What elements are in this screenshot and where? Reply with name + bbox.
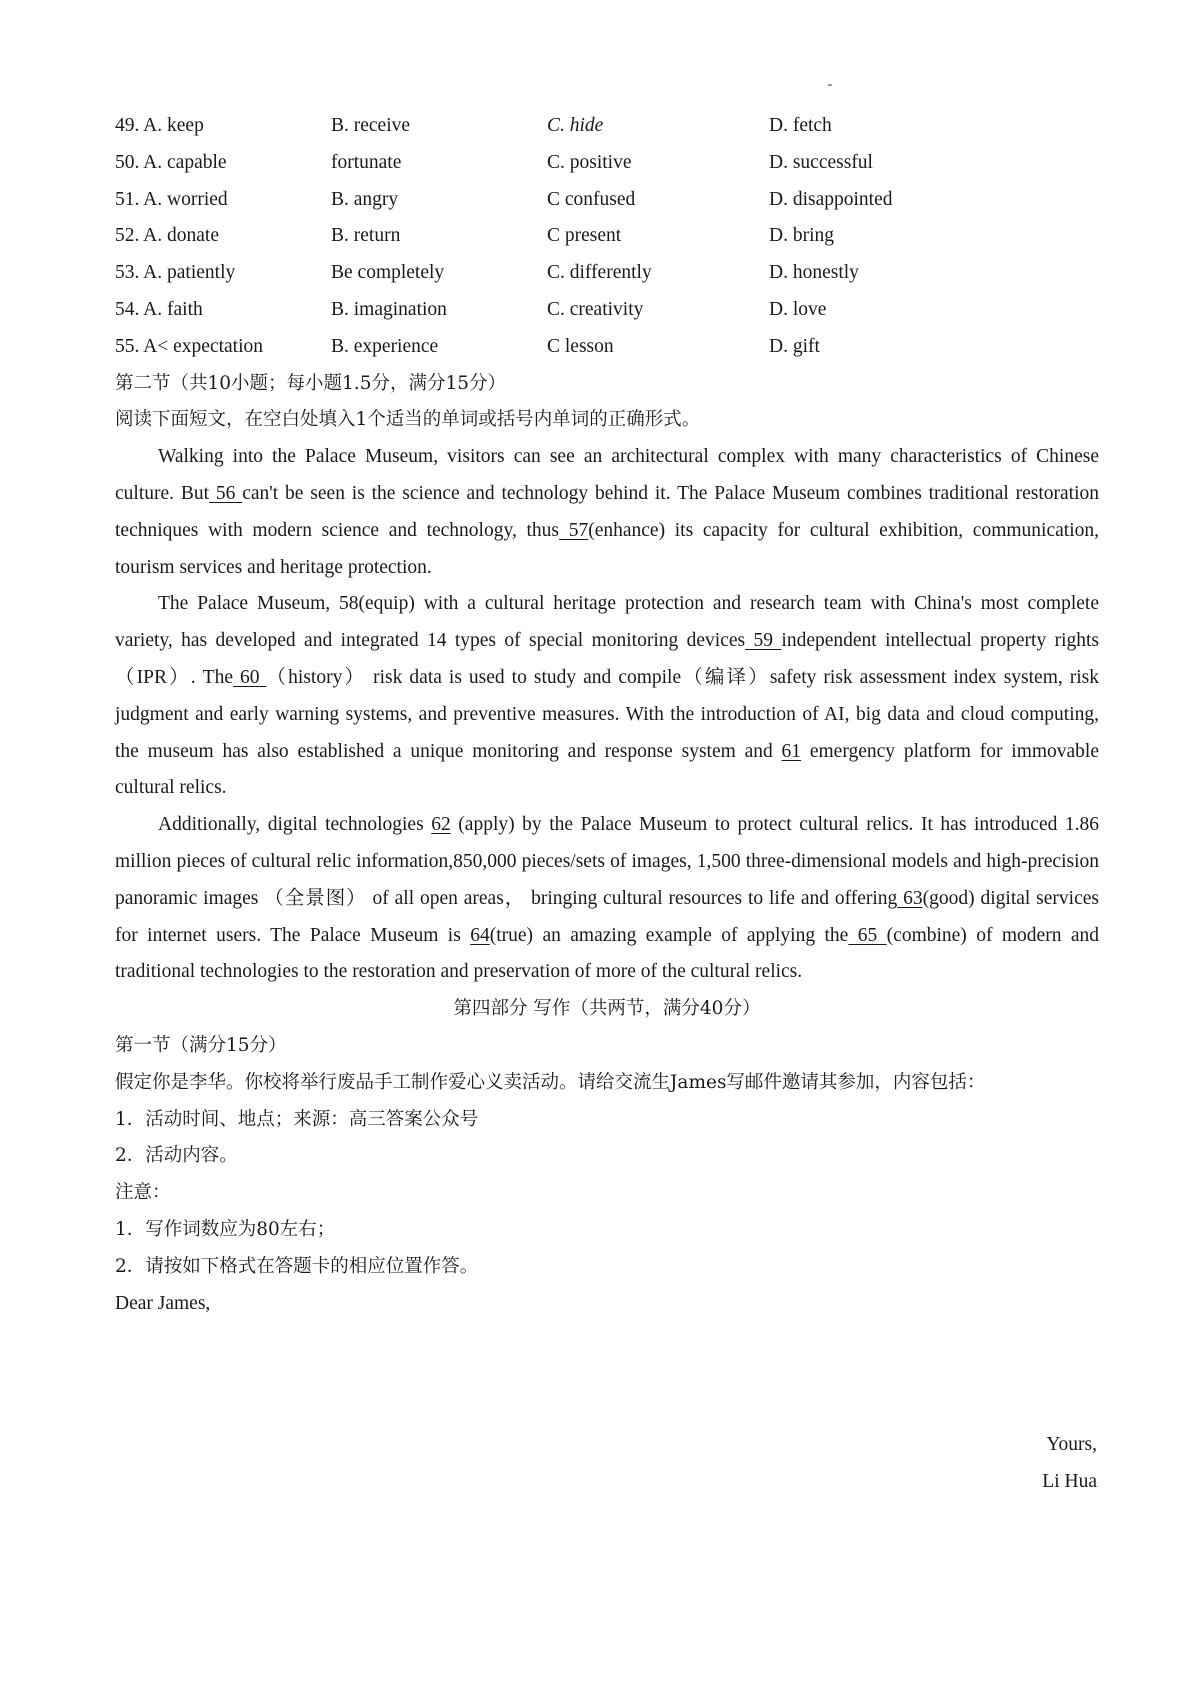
option-row-52 [115, 218, 1099, 255]
letter-body-space [115, 1322, 1099, 1427]
option-c: C. creativity [547, 298, 644, 320]
option-a: 55. A< expectation [115, 335, 264, 357]
writing-item-1: 1．活动时间、地点；来源：高三答案公众号 [115, 1108, 479, 1130]
option-c: C. differently [547, 262, 652, 284]
passage-text: (enhance) its capacity for cultural exhibition, communication, tourism services and heritage protection. [115, 519, 1099, 578]
passage-text: (apply) by the Palace Museum to protect cultural relics. It has introduced 1.86 million pieces of cultural relic information,850,000 pieces/sets of images, 1,500 three-dimensional models and high-precision panoramic images （全景图） of all open areas， bringing cultural resources to life and offering [115, 814, 1100, 909]
option-c: C lesson [547, 335, 614, 357]
option-b: Be completely [331, 262, 445, 284]
option-b: B. return [331, 225, 401, 247]
option-d: D. gift [769, 335, 820, 357]
exam-page [115, 108, 1099, 1501]
option-a: 52. A. donate [115, 225, 219, 247]
option-c: C present [547, 225, 622, 247]
passage-text: (true) an amazing example of applying the [489, 924, 849, 946]
option-row-49 [115, 108, 1099, 145]
passage-text: Walking into the Palace Museum, visitors can see an architectural complex with many characteristics of Chinese culture. But [115, 446, 1099, 504]
note-label: 注意： [115, 1182, 171, 1204]
option-row-55 [115, 329, 1099, 366]
option-row-54 [115, 292, 1099, 329]
passage-text: （history） risk data is used to study and compile（编译）safety risk assessment index system, risk judgment and early warning systems, and preventive measures. With the introduction of AI, big data and cloud computing, the museum has also established a unique monitoring and response system and [115, 666, 1100, 762]
note-item-2: 2．请按如下格式在答题卡的相应位置作答。 [115, 1255, 479, 1277]
blank-59: 59 [745, 630, 782, 652]
option-b: B. imagination [331, 298, 447, 320]
option-d: D. successful [769, 151, 873, 173]
option-d: D. disappointed [769, 188, 893, 210]
letter-closing: Yours, [1046, 1434, 1097, 1456]
writing-item-2: 2．活动内容。 [115, 1145, 238, 1167]
passage-text: (good) digital services for internet users. The Palace Museum is [115, 887, 1099, 946]
option-a: 51. A. worried [115, 188, 228, 210]
writing-section1-heading: 第一节（满分15分） [115, 1034, 287, 1056]
option-a: 54. A. faith [115, 298, 203, 320]
option-row-50 [115, 145, 1099, 182]
blank-57: 57 [559, 519, 589, 541]
letter-signature: Li Hua [1042, 1471, 1097, 1493]
passage-paragraph-3 [115, 807, 1099, 991]
option-c: C. positive [547, 151, 632, 173]
option-b: B. receive [331, 115, 411, 136]
passage-text: independent intellectual property rights （IPR）. The [115, 630, 1100, 688]
option-b: fortunate [331, 151, 402, 173]
option-b: B. angry [331, 188, 399, 210]
blank-56: 56 [209, 482, 243, 504]
letter-greeting: Dear James, [115, 1292, 211, 1314]
option-a: 53. A. patiently [115, 262, 236, 284]
option-c: C confused [547, 188, 636, 210]
part4-heading: 第四部分 写作（共两节，满分40分） [453, 998, 761, 1020]
option-d: D. bring [769, 225, 834, 247]
passage-text: The Palace Museum, 58(equip) with a cultural heritage protection and research team with China's most complete variety, has developed and integrated 14 types of special monitoring devices [115, 593, 1099, 652]
option-d: D. honestly [769, 262, 859, 284]
passage-paragraph-2 [115, 586, 1099, 807]
scan-mark [828, 84, 832, 86]
option-row-53 [115, 255, 1099, 292]
passage-text: can't be seen is the science and technology behind it. The Palace Museum combines traditional restoration techniques with modern science and technology, thus [115, 482, 1099, 541]
blank-64: 64 [470, 924, 490, 946]
option-a: 50. A. capable [115, 151, 227, 173]
blank-60: 60 [232, 666, 267, 688]
writing-prompt: 假定你是李华。你校将举行废品手工制作爱心义卖活动。请给交流生James写邮件邀请其参加，内容包括： [115, 1071, 986, 1093]
option-d: D. love [769, 298, 827, 320]
note-item-1: 1．写作词数应为80左右； [115, 1218, 336, 1240]
blank-62: 62 [431, 814, 451, 836]
option-d: D. fetch [769, 115, 832, 136]
option-b: B. experience [331, 335, 439, 357]
option-row-51 [115, 182, 1099, 219]
passage-text: emergency platform for immovable cultural relics. [115, 740, 1100, 799]
section2-instruction: 阅读下面短文，在空白处填入1个适当的单词或括号内单词的正确形式。 [115, 409, 701, 431]
passage-paragraph-1 [115, 439, 1099, 586]
section2-heading: 第二节（共10小题；每小题1.5分，满分15分） [115, 372, 507, 394]
option-c: C. hide [547, 115, 604, 136]
passage-text: (combine) of modern and traditional technologies to the restoration and preservation of more of the cultural relics. [115, 924, 1100, 983]
blank-63: 63 [897, 887, 923, 909]
options-table [115, 108, 1099, 366]
blank-65: 65 [848, 924, 887, 946]
passage-text: Additionally, digital technologies [158, 814, 424, 836]
blank-61: 61 [781, 740, 802, 762]
option-a: 49. A. keep [115, 115, 204, 136]
